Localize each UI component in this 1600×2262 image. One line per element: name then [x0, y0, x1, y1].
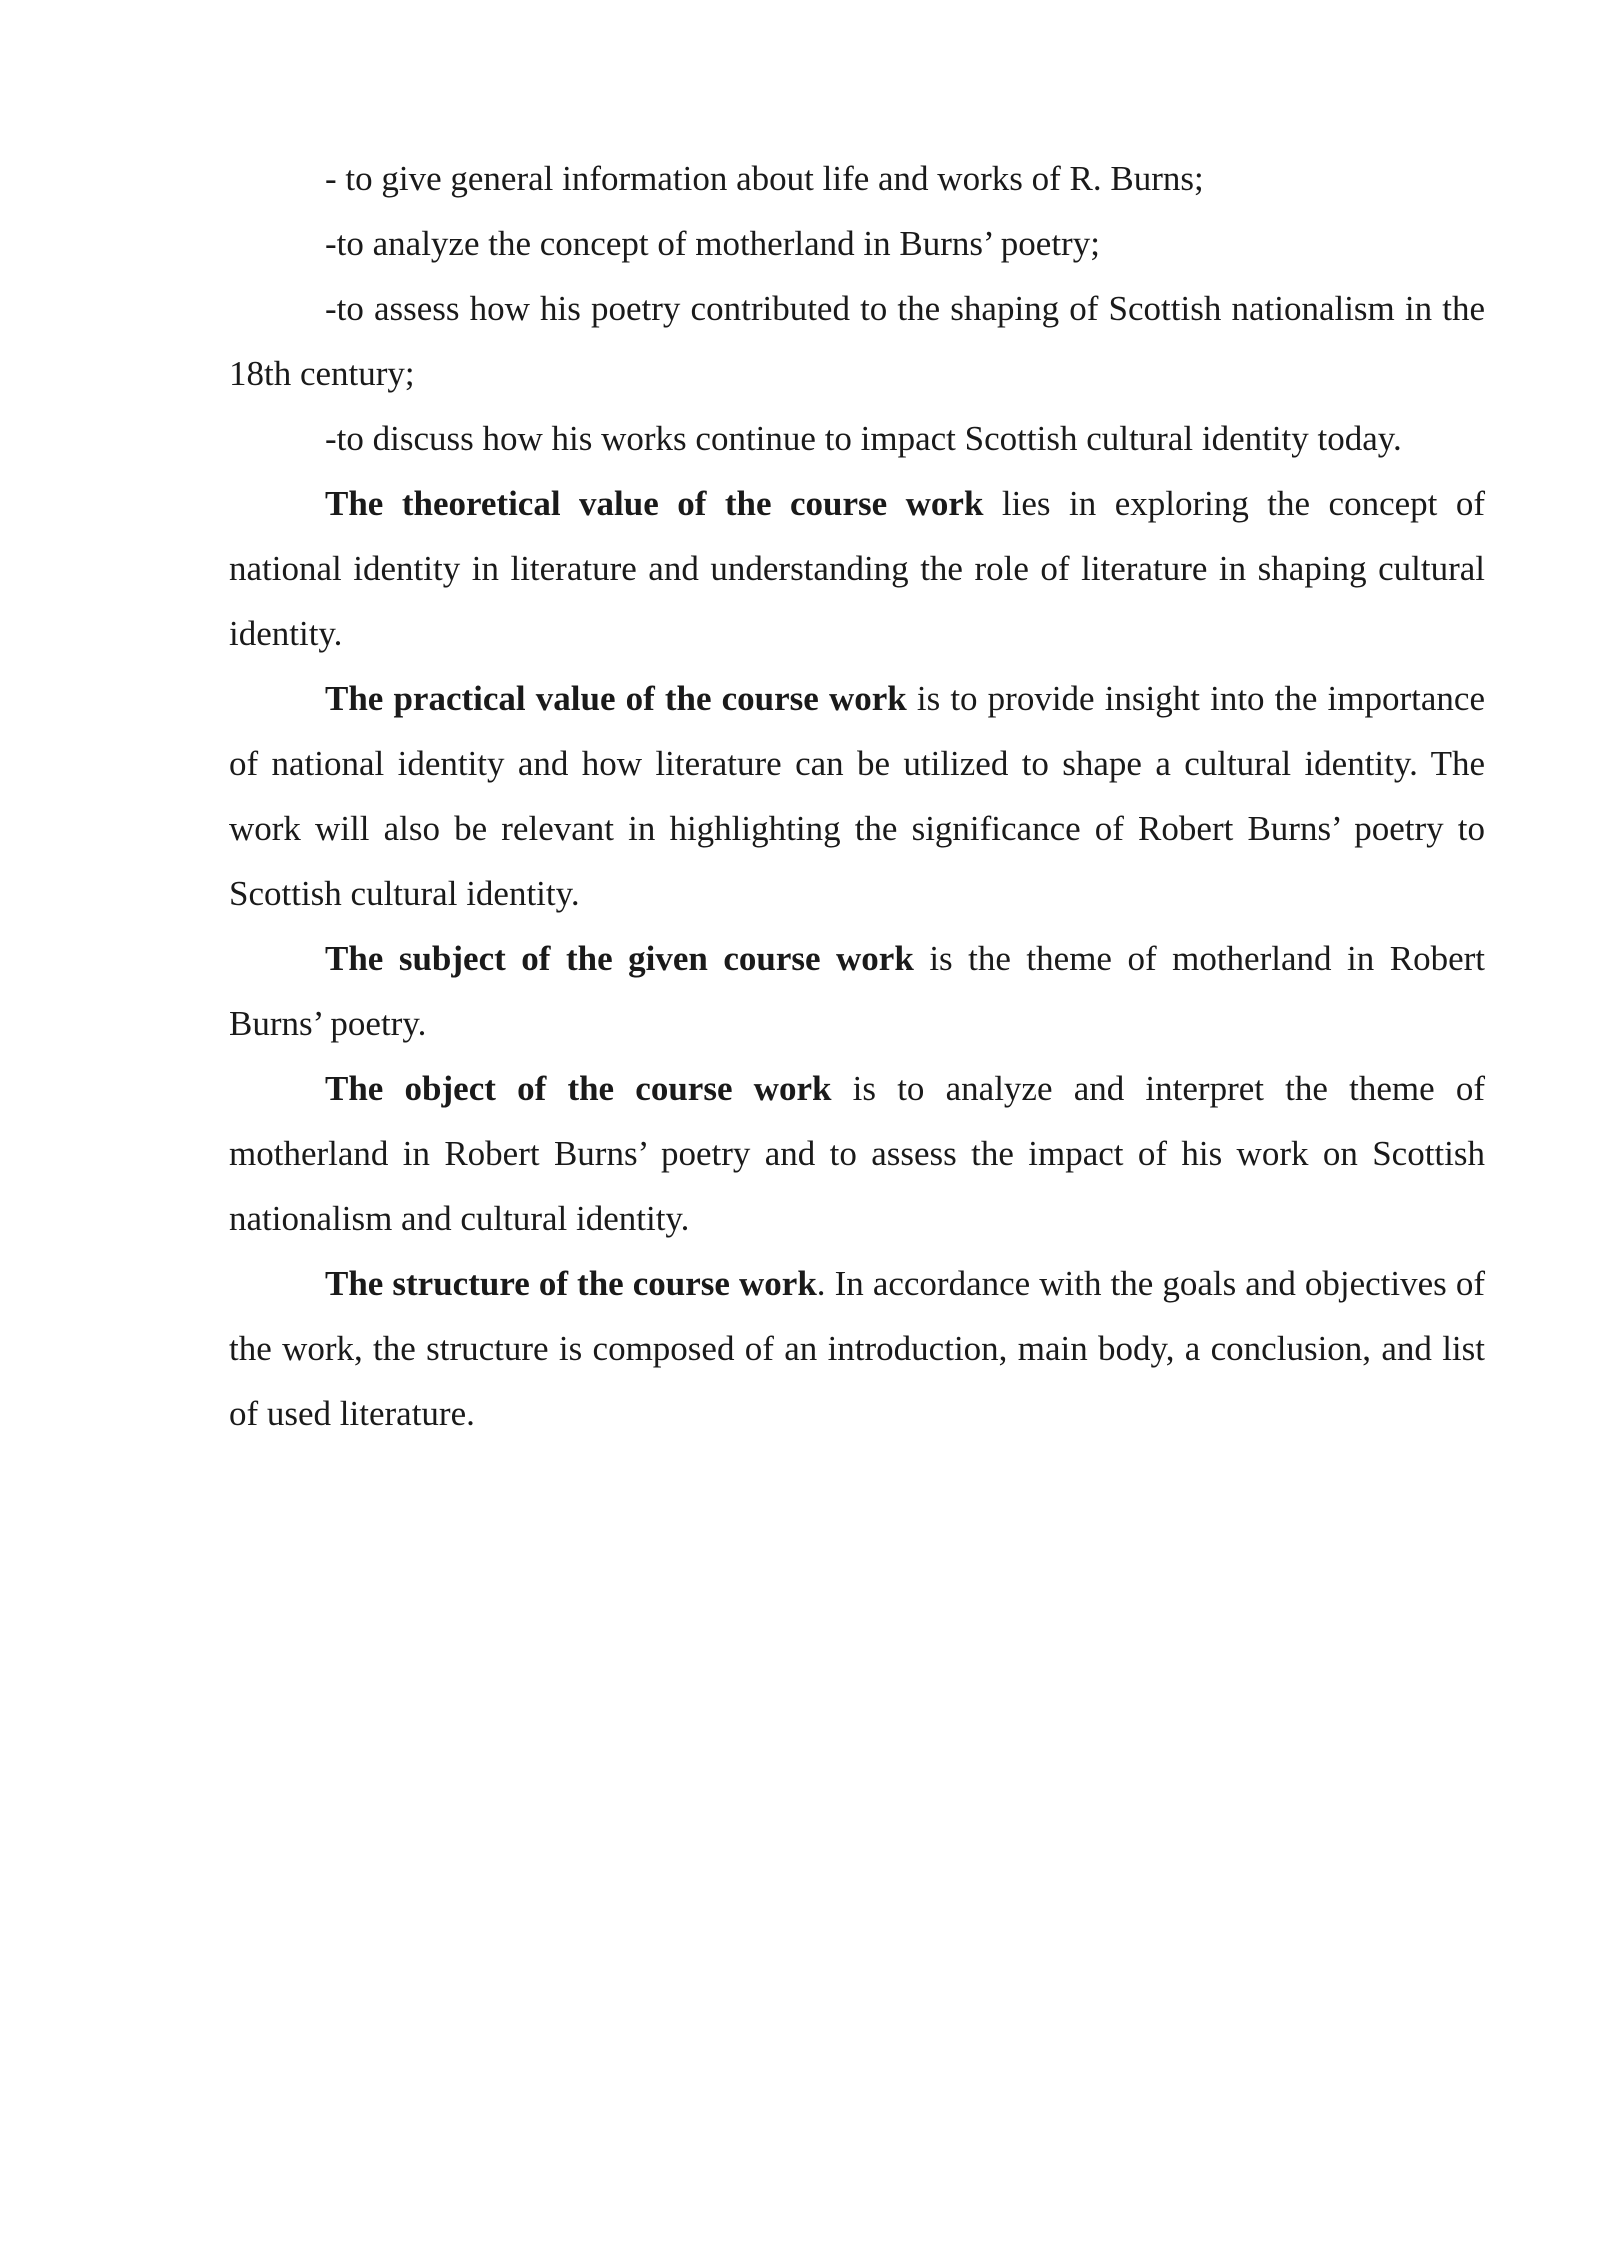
objective-item: -to assess how his poetry contributed to the shaping of Scottish nationalism in the 18th century;: [229, 289, 1485, 393]
theoretical-value-text: lies in exploring the concept of national identity in literature and understanding the role of literature in shaping cultural identity.: [229, 484, 1485, 653]
page-content: [229, 146, 1485, 1446]
object-heading: The object of the course work: [325, 1069, 832, 1108]
practical-value-heading: The practical value of the course work: [325, 679, 907, 718]
subject-heading: The subject of the given course work: [325, 939, 914, 978]
objective-item: -to analyze the concept of motherland in Burns’ poetry;: [325, 224, 1100, 263]
theoretical-value-heading: The theoretical value of the course work: [325, 484, 984, 523]
structure-paragraph: [229, 1251, 1485, 1446]
structure-heading: The structure of the course work: [325, 1264, 817, 1303]
subject-paragraph: [229, 926, 1485, 1056]
object-text: is to analyze and interpret the theme of motherland in Robert Burns’ poetry and to assess the impact of his work on Scottish nationalism and cultural identity.: [229, 1069, 1486, 1238]
theoretical-value-paragraph: [229, 471, 1485, 666]
objective-item: -to discuss how his works continue to impact Scottish cultural identity today.: [325, 419, 1402, 458]
practical-value-paragraph: [229, 666, 1485, 926]
structure-text: . In accordance with the goals and objectives of the work, the structure is composed of an introduction, main body, a conclusion, and list of used literature.: [229, 1264, 1485, 1433]
object-paragraph: [229, 1056, 1485, 1251]
objective-item: - to give general information about life and works of R. Burns;: [325, 159, 1204, 198]
practical-value-text: is to provide insight into the importance of national identity and how literature can be utilized to shape a cultural identity. The work will also be relevant in highlighting the significance of Robert Burns’ poetry to Scottish cultural identity.: [229, 679, 1485, 913]
subject-text: is the theme of motherland in Robert Burns’ poetry.: [229, 939, 1486, 1043]
